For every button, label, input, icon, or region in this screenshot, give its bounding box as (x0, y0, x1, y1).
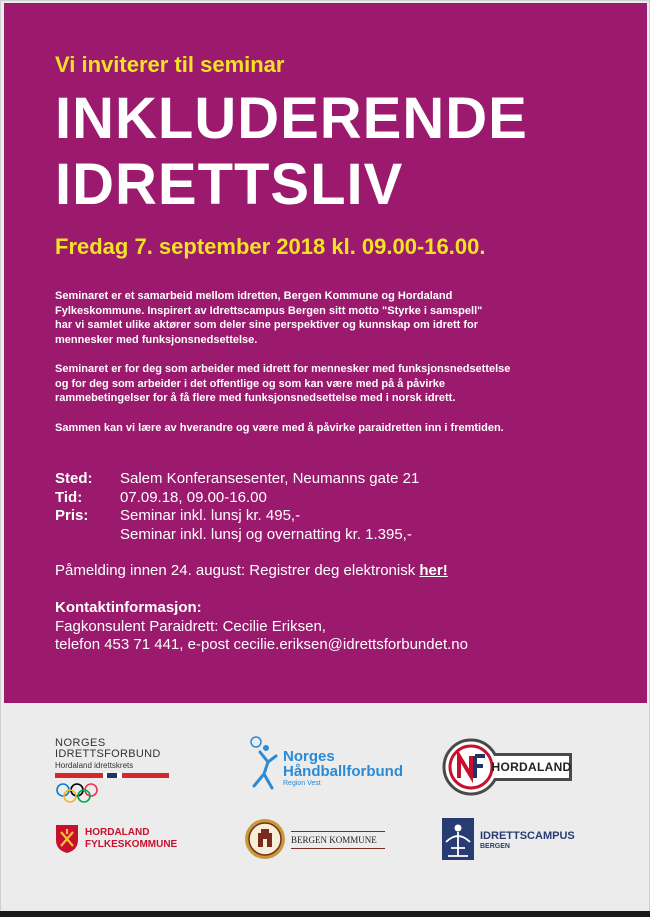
intro-line: Seminaret er et samarbeid mellom idretten, Bergen Kommune og Hordaland (55, 290, 453, 302)
detail-tid (55, 489, 419, 508)
nif-line-1: NORGES (55, 737, 106, 749)
registration-line (55, 562, 448, 579)
hfk-line-2: FYLKESKOMMUNE (85, 839, 178, 850)
intro-line: har vi samlet ulike aktører som deler sine perspektiver og kunnskap om idrett for (55, 319, 479, 331)
contact-line-1: Fagkonsulent Paraidrett: Cecilie Eriksen, (55, 617, 326, 635)
event-date: Fredag 7. september 2018 kl. 09.00-16.00. (55, 234, 486, 259)
nff-hordaland-logo (442, 738, 574, 796)
ic-line-1: IDRETTSCAMPUS (480, 830, 575, 842)
detail-pris (55, 507, 419, 526)
ic-line-2: BERGEN (480, 843, 510, 850)
norges-idrettsforbund-logo (55, 738, 185, 808)
intro-line: mennesker med funksjonsnedsettelse. (55, 333, 258, 346)
intro-paragraph-3: Sammen kan vi lære av hverandre og være med å påvirke paraidretten inn i fremtiden. (55, 422, 504, 434)
contact-line-2: telefon 453 71 441, e-post cecilie.eriksen@idrettsforbundet.no (55, 636, 468, 653)
intro-line: og for deg som arbeider i det offentlige og som kan være med på å påvirke (55, 377, 445, 390)
tid-label: Tid: (55, 488, 83, 506)
hordaland-shield-icon (55, 824, 79, 854)
nff-text: HORDALAND (491, 760, 572, 774)
pris-label: Pris: (55, 507, 89, 524)
detail-sted (55, 470, 419, 489)
handball-player-icon (246, 736, 282, 792)
bergen-kommune-logo (244, 818, 394, 860)
bergen-text-box (291, 831, 385, 849)
tid-value: 07.09.18, 09.00-16.00 (120, 488, 267, 506)
event-details (55, 470, 419, 544)
idrettscampus-logo (442, 818, 582, 862)
intro-paragraph-1 (55, 289, 575, 347)
hbf-line-2: Håndballforbund (283, 763, 403, 780)
bottom-edge-strip (0, 911, 650, 917)
hbf-line-1: Norges (283, 748, 335, 765)
invite-kicker: Vi inviterer til seminar (55, 52, 285, 77)
registration-link[interactable]: her! (419, 562, 448, 579)
nif-line-3: Hordaland idrettskrets (55, 761, 134, 770)
idrettscampus-icon (442, 818, 474, 860)
pris-value-1: Seminar inkl. lunsj kr. 495,- (120, 507, 301, 524)
nif-line-2: IDRETTSFORBUND (55, 748, 161, 760)
norges-handballforbund-logo (246, 736, 403, 796)
hbf-line-3: Region Vest (283, 780, 321, 787)
intro-paragraph-2 (55, 362, 575, 406)
bergen-kommune-text: BERGEN KOMMUNE (291, 835, 377, 845)
title-line-2: IDRETTSLIV (55, 152, 404, 217)
intro-line: rammebetingelser for å få flere med funksjonsnedsettelse med i norsk idrett. (55, 392, 456, 404)
intro-line: Seminaret er for deg som arbeider med idrett for mennesker med funksjonsnedsettelse (55, 363, 511, 375)
bergen-seal-icon (244, 818, 286, 860)
contact-info (55, 599, 468, 655)
nif-flag-bar (55, 773, 169, 778)
olympic-rings-icon (55, 781, 105, 805)
page-title (55, 86, 528, 218)
hfk-line-1: HORDALAND (85, 827, 150, 838)
intro-line: Fylkeskommune. Inspirert av Idrettscampus Bergen sitt motto "Styrke i samspell" (55, 304, 483, 317)
pris-value-2: Seminar inkl. lunsj og overnatting kr. 1.395,- (120, 525, 412, 543)
title-line-1: INKLUDERENDE (55, 86, 528, 151)
contact-heading: Kontaktinformasjon: (55, 599, 202, 616)
sted-value: Salem Konferansesenter, Neumanns gate 21 (120, 470, 420, 487)
nff-box (491, 753, 572, 781)
hordaland-fylkeskommune-logo (55, 824, 195, 860)
registration-text: Påmelding innen 24. august: Registrer deg elektronisk (55, 562, 420, 579)
sted-label: Sted: (55, 470, 93, 487)
